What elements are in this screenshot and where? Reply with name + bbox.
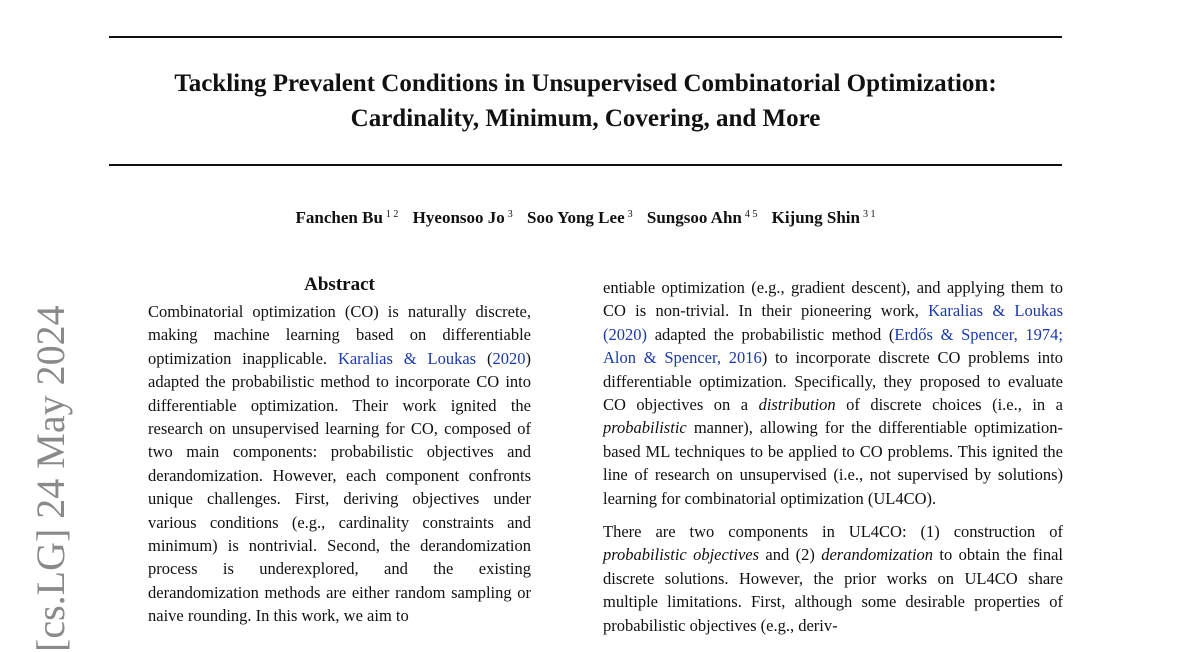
intro-text-run: manner), allowing for the differentiable optimization-based ML techniques to be applied to CO problems. This ignited the line of research on unsupervised (i.e., not supervised by solutions) learning for combinatorial optimization (UL4CO).: [603, 418, 1063, 508]
author-name: Kijung Shin: [771, 208, 860, 227]
intro-text-run: and (2): [759, 545, 822, 565]
emphasis: distribution: [758, 395, 836, 415]
emphasis: probabilistic objectives: [603, 545, 760, 565]
author: [296, 208, 399, 227]
author-name: Soo Yong Lee: [527, 208, 625, 227]
emphasis: probabilistic: [603, 418, 687, 438]
abstract-text-run: Combinatorial optimization (CO) is naturally discrete, making machine learning based on differentiable optimization inapplicable.: [148, 302, 531, 368]
abstract-text-run: ) adapted the probabilistic method to incorporate CO into differentiable optimization. Their work ignited the research on unsupervised learning for CO, composed of two main components: probabilistic objectives and derandomization. However, each component confronts unique challenges. First, deriving objectives under various conditions (e.g., cardinality constraints and minimum) is nontrivial. Second, the derandomization process is underexplored, and the existing derandomization methods are either random sampling or naive rounding. In this work, we aim to: [148, 348, 531, 626]
citation-year-link[interactable]: 2020: [492, 348, 526, 368]
citation-link[interactable]: Erdős & Spencer, 1974; Alon & Spencer, 2016: [603, 324, 1063, 368]
author: [413, 208, 513, 227]
intro-text-run: entiable optimization (e.g., gradient descent), and applying them to CO is non-trivial. In their pioneering work,: [603, 278, 1063, 321]
abstract-heading: Abstract: [304, 274, 375, 295]
author: [647, 208, 757, 227]
author-affiliation: 3: [507, 209, 513, 220]
introduction-column: [603, 276, 1063, 637]
author: [527, 208, 633, 227]
title-line-2: Cardinality, Minimum, Covering, and More: [350, 105, 821, 132]
intro-text-run: ) to incorporate discrete CO problems into differentiable optimization. Specifically, they proposed to evaluate CO objectives on a: [603, 348, 1063, 415]
author-affiliation: 3: [627, 209, 633, 220]
author-affiliation: 1 2: [385, 209, 399, 220]
author-list: [109, 206, 1062, 230]
arxiv-sidebar: [22, 292, 80, 652]
intro-text-run: There are two components in UL4CO: (1) construction of: [603, 522, 1063, 542]
author-affiliation: 4 5: [744, 209, 758, 220]
intro-paragraph-1: [603, 276, 1063, 510]
author: [772, 208, 876, 227]
emphasis: derandomization: [821, 545, 934, 565]
paper-title: [109, 66, 1062, 136]
author-name: Hyeonsoo Jo: [412, 208, 505, 227]
abstract-column: [148, 272, 531, 628]
abstract-text: [148, 300, 531, 628]
author-name: Sungsoo Ahn: [646, 208, 742, 227]
abstract-text-run: (: [476, 348, 493, 368]
citation-link[interactable]: Karalias & Loukas (2020): [603, 301, 1063, 344]
top-rule: [109, 36, 1062, 38]
intro-text-run: of discrete choices (i.e., in a: [835, 395, 1063, 415]
intro-paragraph-2: [603, 520, 1063, 637]
author-name: Fanchen Bu: [295, 208, 383, 227]
arxiv-stamp: [cs.LG] 24 May 2024: [28, 305, 73, 652]
citation-link[interactable]: Karalias & Loukas: [337, 348, 477, 368]
bottom-rule: [109, 164, 1062, 166]
author-affiliation: 3 1: [862, 209, 876, 220]
intro-text-run: to obtain the final discrete solutions. However, the prior works on UL4CO share multiple limitations. First, although some desirable properties of probabilistic objectives (e.g., deriv-: [603, 545, 1063, 635]
intro-text-run: adapted the probabilistic method (: [647, 324, 895, 344]
title-line-1: Tackling Prevalent Conditions in Unsupervised Combinatorial Optimization:: [174, 70, 997, 97]
